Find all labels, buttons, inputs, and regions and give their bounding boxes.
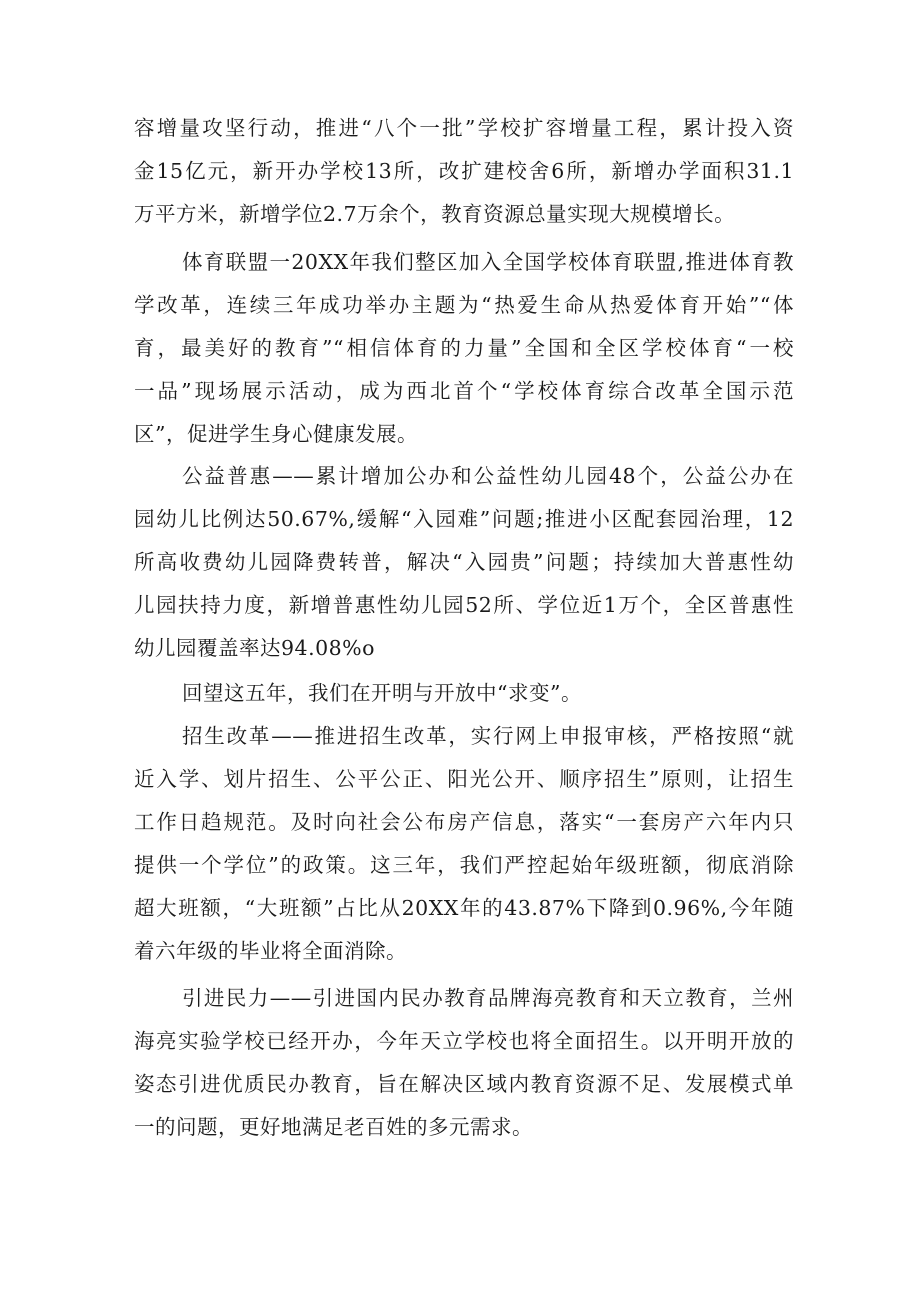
text-line: 工作日趋规范。及时向社会公布房产信息，落实“一套房产六年内只 — [134, 810, 794, 834]
text-line: 引进民力——引进国内民办教育品牌海亮教育和天立教育，兰州 — [182, 986, 794, 1010]
text-line: 一的问题，更好地满足老百姓的多元需求。 — [134, 1115, 533, 1139]
text-line: 招生改革——推进招生改革，实行网上申报审核，严格按照“就 — [182, 724, 794, 748]
text-line: 一品”现场展示活动，成为西北首个“学校体育综合改革全国示范 — [134, 379, 794, 403]
text-line: 学改革，连续三年成功举办主题为“热爱生命从热爱体育开始”“体 — [134, 293, 794, 317]
text-line: 区”，促进学生身心健康发展。 — [134, 422, 418, 446]
text-line: 提供一个学位”的政策。这三年，我们严控起始年级班额，彻底消除 — [134, 853, 794, 877]
text-line: 体育联盟一20XX年我们整区加入全国学校体育联盟,推进体育教 — [182, 250, 794, 274]
text-line: 容增量攻坚行动，推进“八个一批”学校扩容增量工程，累计投入资 — [134, 116, 794, 140]
text-line: 育，最美好的教育”“相信体育的力量”全国和全区学校体育“一校 — [134, 336, 794, 360]
text-line: 超大班额，“大班额”占比从20XX年的43.87%下降到0.96%,今年随 — [134, 896, 794, 920]
text-line: 回望这五年，我们在开明与开放中“求变”。 — [182, 681, 582, 705]
text-line: 幼儿园覆盖率达94.08%o — [134, 636, 376, 660]
text-line: 儿园扶持力度，新增普惠性幼儿园52所、学位近1万个，全区普惠性 — [134, 593, 794, 617]
text-line: 公益普惠——累计增加公办和公益性幼儿园48个，公益公办在 — [182, 464, 794, 488]
text-line: 万平方米，新增学位2.7万余个，教育资源总量实现大规模增长。 — [134, 202, 736, 226]
text-line: 海亮实验学校已经开办，今年天立学校也将全面招生。以开明开放的 — [134, 1029, 794, 1053]
text-line: 着六年级的毕业将全面消除。 — [134, 939, 407, 963]
text-line: 园幼儿比例达50.67%,缓解“入园难”问题;推进小区配套园治理，12 — [134, 507, 794, 531]
text-line: 所高收费幼儿园降费转普，解决“入园贵”问题；持续加大普惠性幼 — [134, 550, 794, 574]
text-line: 姿态引进优质民办教育，旨在解决区域内教育资源不足、发展模式单 — [134, 1072, 794, 1096]
text-line: 近入学、划片招生、公平公正、阳光公开、顺序招生”原则，让招生 — [134, 767, 794, 791]
text-line: 金15亿元，新开办学校13所，改扩建校舍6所，新增办学面积31.1 — [134, 159, 794, 183]
